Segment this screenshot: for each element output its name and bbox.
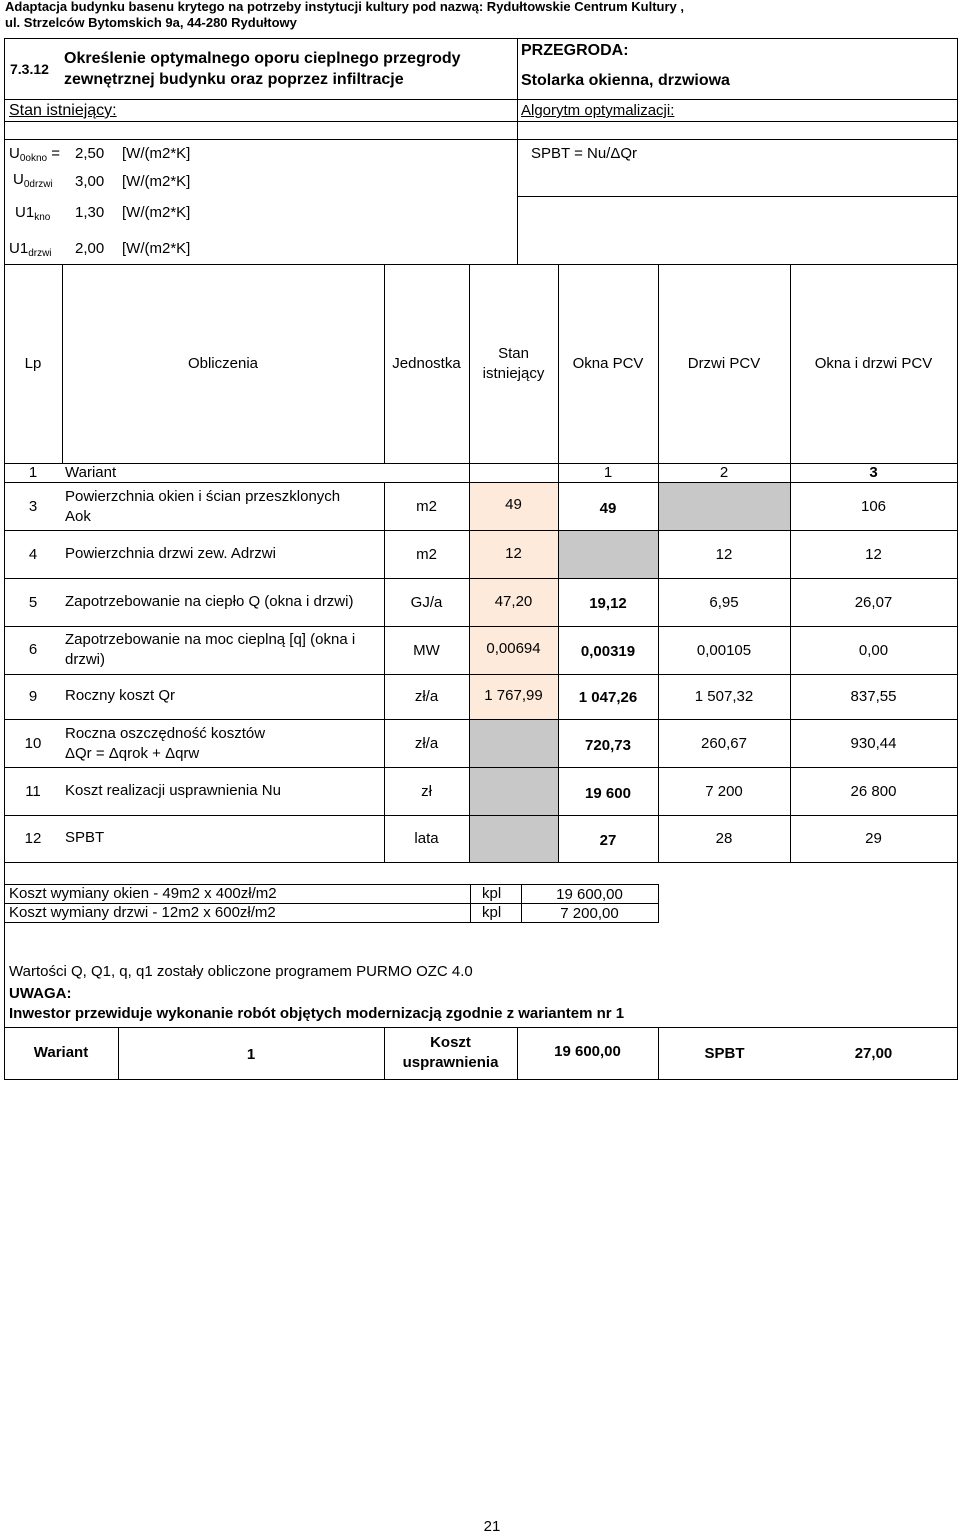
table-row-unit: m2 [416,497,437,515]
table-row-both: 26,07 [854,593,893,611]
coef-u1drzwi-symbol: $U1_{drzwi}$ [9,240,52,259]
col-header-calc: Obliczenia [187,355,259,372]
table-row-unit: zł/a [414,734,439,752]
coef-u0okno-symbol: $U_{0okno}$ = [9,145,61,164]
table-row-unit: GJ/a [410,593,443,611]
table-row-lp: 10 [24,734,42,752]
section-title-line2: zewnętrznej budynku oraz poprzez infiltracje [64,71,404,88]
coef-u0okno-value: 2,50 [75,145,105,162]
col-header-unit: Jednostka [392,355,461,372]
table-row-lp: 12 [24,830,42,847]
table-row-lp: 6 [28,640,38,658]
cost-windows-value: 19 600,00 [556,885,623,903]
col-header-existing: Stan istniejący [482,344,545,382]
summary-spbt-label: SPBT [704,1044,745,1062]
table-row-both: 12 [865,545,882,563]
table-row-existing: 49 [505,495,522,513]
table-row-both: 0,00 [858,641,889,659]
variant-row-windows: 1 [603,464,613,481]
summary-variant-label: Wariant [33,1043,89,1061]
summary-cost-label: Koszt usprawnienia [402,1034,499,1071]
table-row-lp: 4 [28,545,38,563]
table-row-doors: 28 [715,830,733,847]
cost-doors-unit: kpl [482,904,502,921]
coef-u0drzwi-value: 3,00 [75,173,105,190]
coef-u1okno-unit: [W/(m2*K] [122,204,191,221]
table-row-lp: 3 [28,497,38,515]
col-header-lp: Lp [24,355,42,372]
table-row-label: SPBT [65,829,105,846]
coef-u0drzwi-unit: [W/(m2*K] [122,173,191,190]
coef-u0okno-unit: [W/(m2*K] [122,145,191,162]
table-row-existing: 0,00694 [486,639,541,657]
table-row-lp: 11 [25,782,41,800]
cost-windows-label: Koszt wymiany okien - 49m2 x 400zł/m2 [9,885,277,902]
table-row-windows: 49 [599,499,617,517]
table-row-windows: 19,12 [589,594,627,612]
warning-label: UWAGA: [9,985,72,1002]
variant-row-both: 3 [869,464,878,481]
table-row-lp: 5 [28,593,38,611]
document-header-line2: ul. Strzelców Bytomskich 9a, 44-280 Rydułtowy [5,15,297,30]
table-row-doors: 1 507,32 [694,688,754,705]
table-row-both: 837,55 [850,688,897,705]
table-row-label: Koszt realizacji usprawnienia Nu [65,781,281,799]
warning-text: Inwestor przewiduje wykonanie robót objętych modernizacją zgodnie z wariantem nr 1 [9,1005,625,1022]
table-row-both: 106 [860,497,887,515]
section-number: 7.3.12 [10,61,49,77]
cost-windows-unit: kpl [482,885,502,902]
table-row-both: 930,44 [850,734,897,752]
section-title-line1: Określenie optymalnego oporu cieplnego przegrody [64,50,461,67]
table-row-doors: 260,67 [701,734,747,752]
table-row-windows: 27 [599,832,617,849]
table-row-label: Roczny koszt Qr [65,687,176,704]
table-row-both: 26 800 [850,782,897,800]
table-row-existing: 47,20 [494,592,533,610]
table-row-doors: 12 [715,545,733,563]
coef-u0drzwi-symbol: $U_{0drzwi}$ [13,171,53,190]
cost-doors-label: Koszt wymiany drzwi - 12m2 x 600zł/m2 [9,904,276,921]
table-row-doors: 0,00105 [696,641,752,659]
table-row-label: Zapotrzebowanie na ciepło Q (okna i drzwi) [65,592,354,610]
coef-u1drzwi-value: 2,00 [75,240,105,257]
table-row-windows: 1 047,26 [578,689,638,706]
summary-cost-value: 19 600,00 [554,1043,621,1060]
table-row-doors: 7 200 [705,782,743,800]
table-row-label: Powierzchnia drzwi zew. Adrzwi [65,544,276,562]
col-header-doors: Drzwi PCV [687,355,761,372]
spbt-formula: SPBT = Nu/ΔQr [531,145,638,162]
table-row-windows: 720,73 [585,736,631,754]
document-header-line1: Adaptacja budynku basenu krytego na potrzeby instytucji kultury pod nazwą: Rydułtowskie Centrum Kultury , [5,0,684,14]
coef-u1okno-symbol: $U1_{kno}$ [15,204,51,223]
table-row-windows: 19 600 [585,784,631,802]
cost-doors-value: 7 200,00 [560,904,619,922]
table-row-windows: 0,00319 [580,642,636,660]
summary-spbt-value: 27,00 [854,1044,893,1062]
table-row-unit: lata [414,830,439,847]
variant-row-lp: 1 [28,464,38,481]
table-row-label: Zapotrzebowanie na moc cieplną [q] (okna i drzwi) [65,631,356,668]
table-row-both: 29 [865,830,882,847]
summary-variant-value: 1 [246,1045,256,1063]
variant-row-label: Wariant [65,464,117,481]
table-row-unit: m2 [416,545,437,563]
partition-value: Stolarka okienna, drzwiowa [521,72,730,89]
source-note: Wartości Q, Q1, q, q1 zostały obliczone programem PURMO OZC 4.0 [9,963,473,980]
partition-label: PRZEGRODA: [521,42,629,59]
algorithm-label: Algorytm optymalizacji: [521,102,675,119]
coef-u1drzwi-unit: [W/(m2*K] [122,240,191,257]
table-row-unit: zł [421,782,432,800]
col-header-both: Okna i drzwi PCV [814,355,933,372]
table-row-label: Roczna oszczędność kosztów ΔQr = Δqrok + Δqrw [65,725,266,762]
variant-row-doors: 2 [719,464,729,481]
table-row-unit: zł/a [414,688,439,705]
table-row-existing: 12 [505,544,522,562]
table-row-existing: 1 767,99 [484,687,543,704]
state-label: Stan istniejący: [9,102,117,119]
coef-u1okno-value: 1,30 [75,204,105,221]
table-row-unit: MW [413,641,440,659]
table-row-lp: 9 [28,688,38,705]
table-row-label: Powierzchnia okien i ścian przeszklonych Aok [65,488,341,525]
table-row-doors: 6,95 [709,593,739,611]
col-header-windows: Okna PCV [572,355,644,372]
page-number: 21 [483,1517,501,1535]
